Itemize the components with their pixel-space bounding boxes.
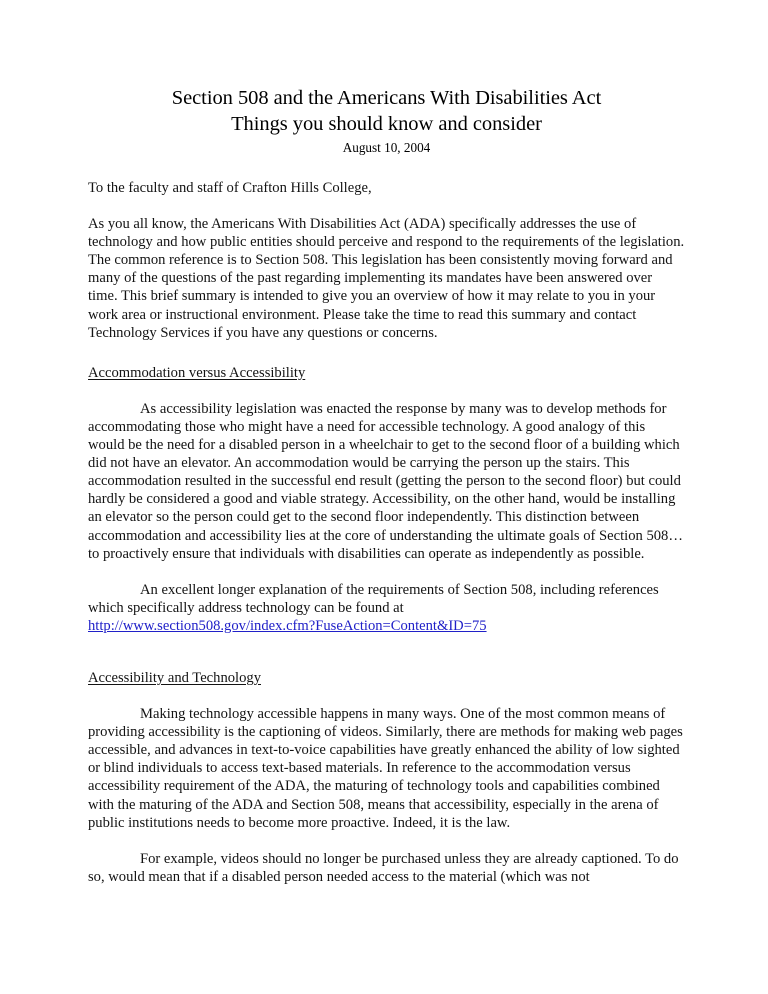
- spacer: [88, 342, 685, 364]
- technology-paragraph-1: Making technology accessible happens in many ways. One of the most common means of providing accessibility is the captioning of videos. Similarly, there are methods for making web pages accessible, and advances in text-to-voice capabilities have greatly enhanced the ability of low sighted or blind individuals to access text-based materials. In reference to the accommodation versus accessibility requirement of the ADA, the maturing of technology tools and capabilities combined with the maturing of the ADA and Section 508, means that accessibility, especially in the arena of public institutions needs to become more proactive. Indeed, it is the law.: [88, 706, 683, 831]
- document-title-block: [88, 0, 685, 157]
- section-heading-accommodation: [88, 364, 685, 382]
- spacer: [88, 382, 685, 400]
- spacer: [88, 197, 685, 215]
- accommodation-paragraph-2: An excellent longer explanation of the requirements of Section 508, including references which specifically address technology can be found at: [88, 581, 659, 616]
- section508-link[interactable]: http://www.section508.gov/index.cfm?FuseAction=Content&ID=75: [88, 617, 487, 634]
- accommodation-paragraph-1: As accessibility legislation was enacted the response by many was to develop methods for accommodating those who might have a need for accessible technology. A good analogy of this would be the need for a disabled person in a wheelchair to get to the second floor of a building which did not have an elevator. An accommodation would be carrying the person up the stairs. This accommodation resulted in the successful end result (getting the person to the second floor) but could hardly be considered a good and viable strategy. Accessibility, on the other hand, would be installing an elevator so the person could get to the second floor independently. This distinction between accommodation and accessibility lies at the core of understanding the ultimate goals of Section 508…to proactively ensure that individuals with disabilities can operate as independently as possible.: [88, 400, 683, 562]
- salutation: To the faculty and staff of Crafton Hills College,: [88, 180, 372, 196]
- spacer: [88, 687, 685, 705]
- intro-paragraph: As you all know, the Americans With Disabilities Act (ADA) specifically addresses the use of technology and how public entities should perceive and respond to the requirements of the legislation. The common reference is to Section 508. This legislation has been consistently moving forward and many of the questions of the past regarding implementing its mandates have been answered over time. This brief summary is intended to give you an overview of how it may relate to you in your work area or instructional environment. Please take the time to read this summary and contact Technology Services if you have any questions or concerns.: [88, 216, 685, 341]
- spacer: [88, 563, 685, 581]
- document-body: [88, 0, 685, 886]
- document-date: August 10, 2004: [342, 140, 431, 155]
- spacer: [88, 157, 685, 179]
- technology-paragraph-2: For example, videos should no longer be purchased unless they are already captioned. To do so, would mean that if a disabled person needed access to the material (which was not: [88, 850, 679, 885]
- section-heading-technology: [88, 669, 685, 687]
- spacer: [88, 832, 685, 850]
- section-heading-technology-text: Accessibility and Technology: [88, 669, 261, 686]
- section-heading-accommodation-text: Accommodation versus Accessibility: [88, 364, 306, 381]
- spacer: [88, 635, 685, 669]
- page-title-line-1: Section 508 and the Americans With Disabilities Act: [171, 87, 602, 109]
- page-title-line-2: Things you should know and consider: [231, 113, 542, 135]
